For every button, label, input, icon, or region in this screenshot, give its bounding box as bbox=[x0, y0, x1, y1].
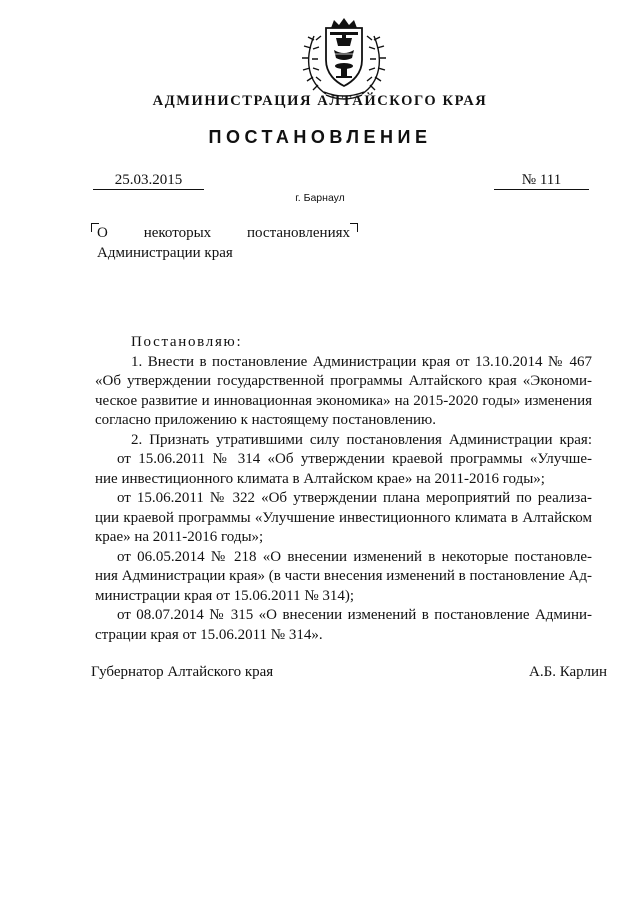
body-line: от 15.06.2011 № 322 «Об утверждении плана мероприятий по реализа- bbox=[117, 490, 592, 506]
document-date: 25.03.2015 bbox=[93, 172, 204, 190]
document-type-title: ПОСТАНОВЛЕНИЕ bbox=[208, 127, 432, 147]
body-line: от 08.07.2014 № 315 «О внесении изменений в постановление Админи- bbox=[117, 607, 592, 623]
body-line: министрации края от 15.06.2011 № 314); bbox=[95, 587, 355, 604]
signer-position: Губернатор Алтайского края bbox=[91, 664, 274, 680]
signer-name: А.Б. Карлин bbox=[529, 664, 608, 680]
body-line: 1. Внести в постановление Администрации края от 13.10.2014 № 467 bbox=[131, 353, 592, 370]
body-line: ния Администрации края» (в части внесения изменений в постановление Ад- bbox=[95, 568, 592, 584]
body-line: от 15.06.2011 № 314 «Об утверждении краевой программы «Улучше- bbox=[117, 451, 592, 467]
coat-of-arms-icon bbox=[296, 16, 392, 100]
document-subject: О некоторых постановлениях Администрации края bbox=[97, 225, 350, 261]
body-line: страции края от 15.06.2011 № 314». bbox=[95, 626, 323, 643]
body-line: 2. Признать утратившими силу постановления Администрации края: bbox=[131, 431, 592, 448]
body-preamble: Постановляю: bbox=[131, 334, 243, 350]
body-line: ческое развитие и инновационная экономика» на 2015-2020 годы» изменения bbox=[95, 392, 592, 409]
organization-title: АДМИНИСТРАЦИЯ АЛТАЙСКОГО КРАЯ bbox=[152, 93, 488, 109]
document-body bbox=[95, 333, 592, 645]
body-line: ние инвестиционного климата в Алтайском крае» на 2011-2016 годы»; bbox=[95, 470, 545, 487]
body-line: ции краевой программы «Улучшение инвестиционного климата в Алтайском bbox=[95, 509, 592, 526]
document-number: № 111 bbox=[494, 172, 589, 190]
city-label: г. Барнаул bbox=[295, 192, 345, 204]
body-line: согласно приложению к настоящему постановлению. bbox=[95, 412, 436, 428]
body-line: «Об утверждении государственной программы Алтайского края «Экономи- bbox=[95, 373, 592, 389]
body-line: от 06.05.2014 № 218 «О внесении изменений в некоторые постановле- bbox=[117, 548, 592, 565]
body-line: крае» на 2011-2016 годы»; bbox=[95, 529, 264, 545]
subject-bracket-right bbox=[350, 223, 358, 232]
